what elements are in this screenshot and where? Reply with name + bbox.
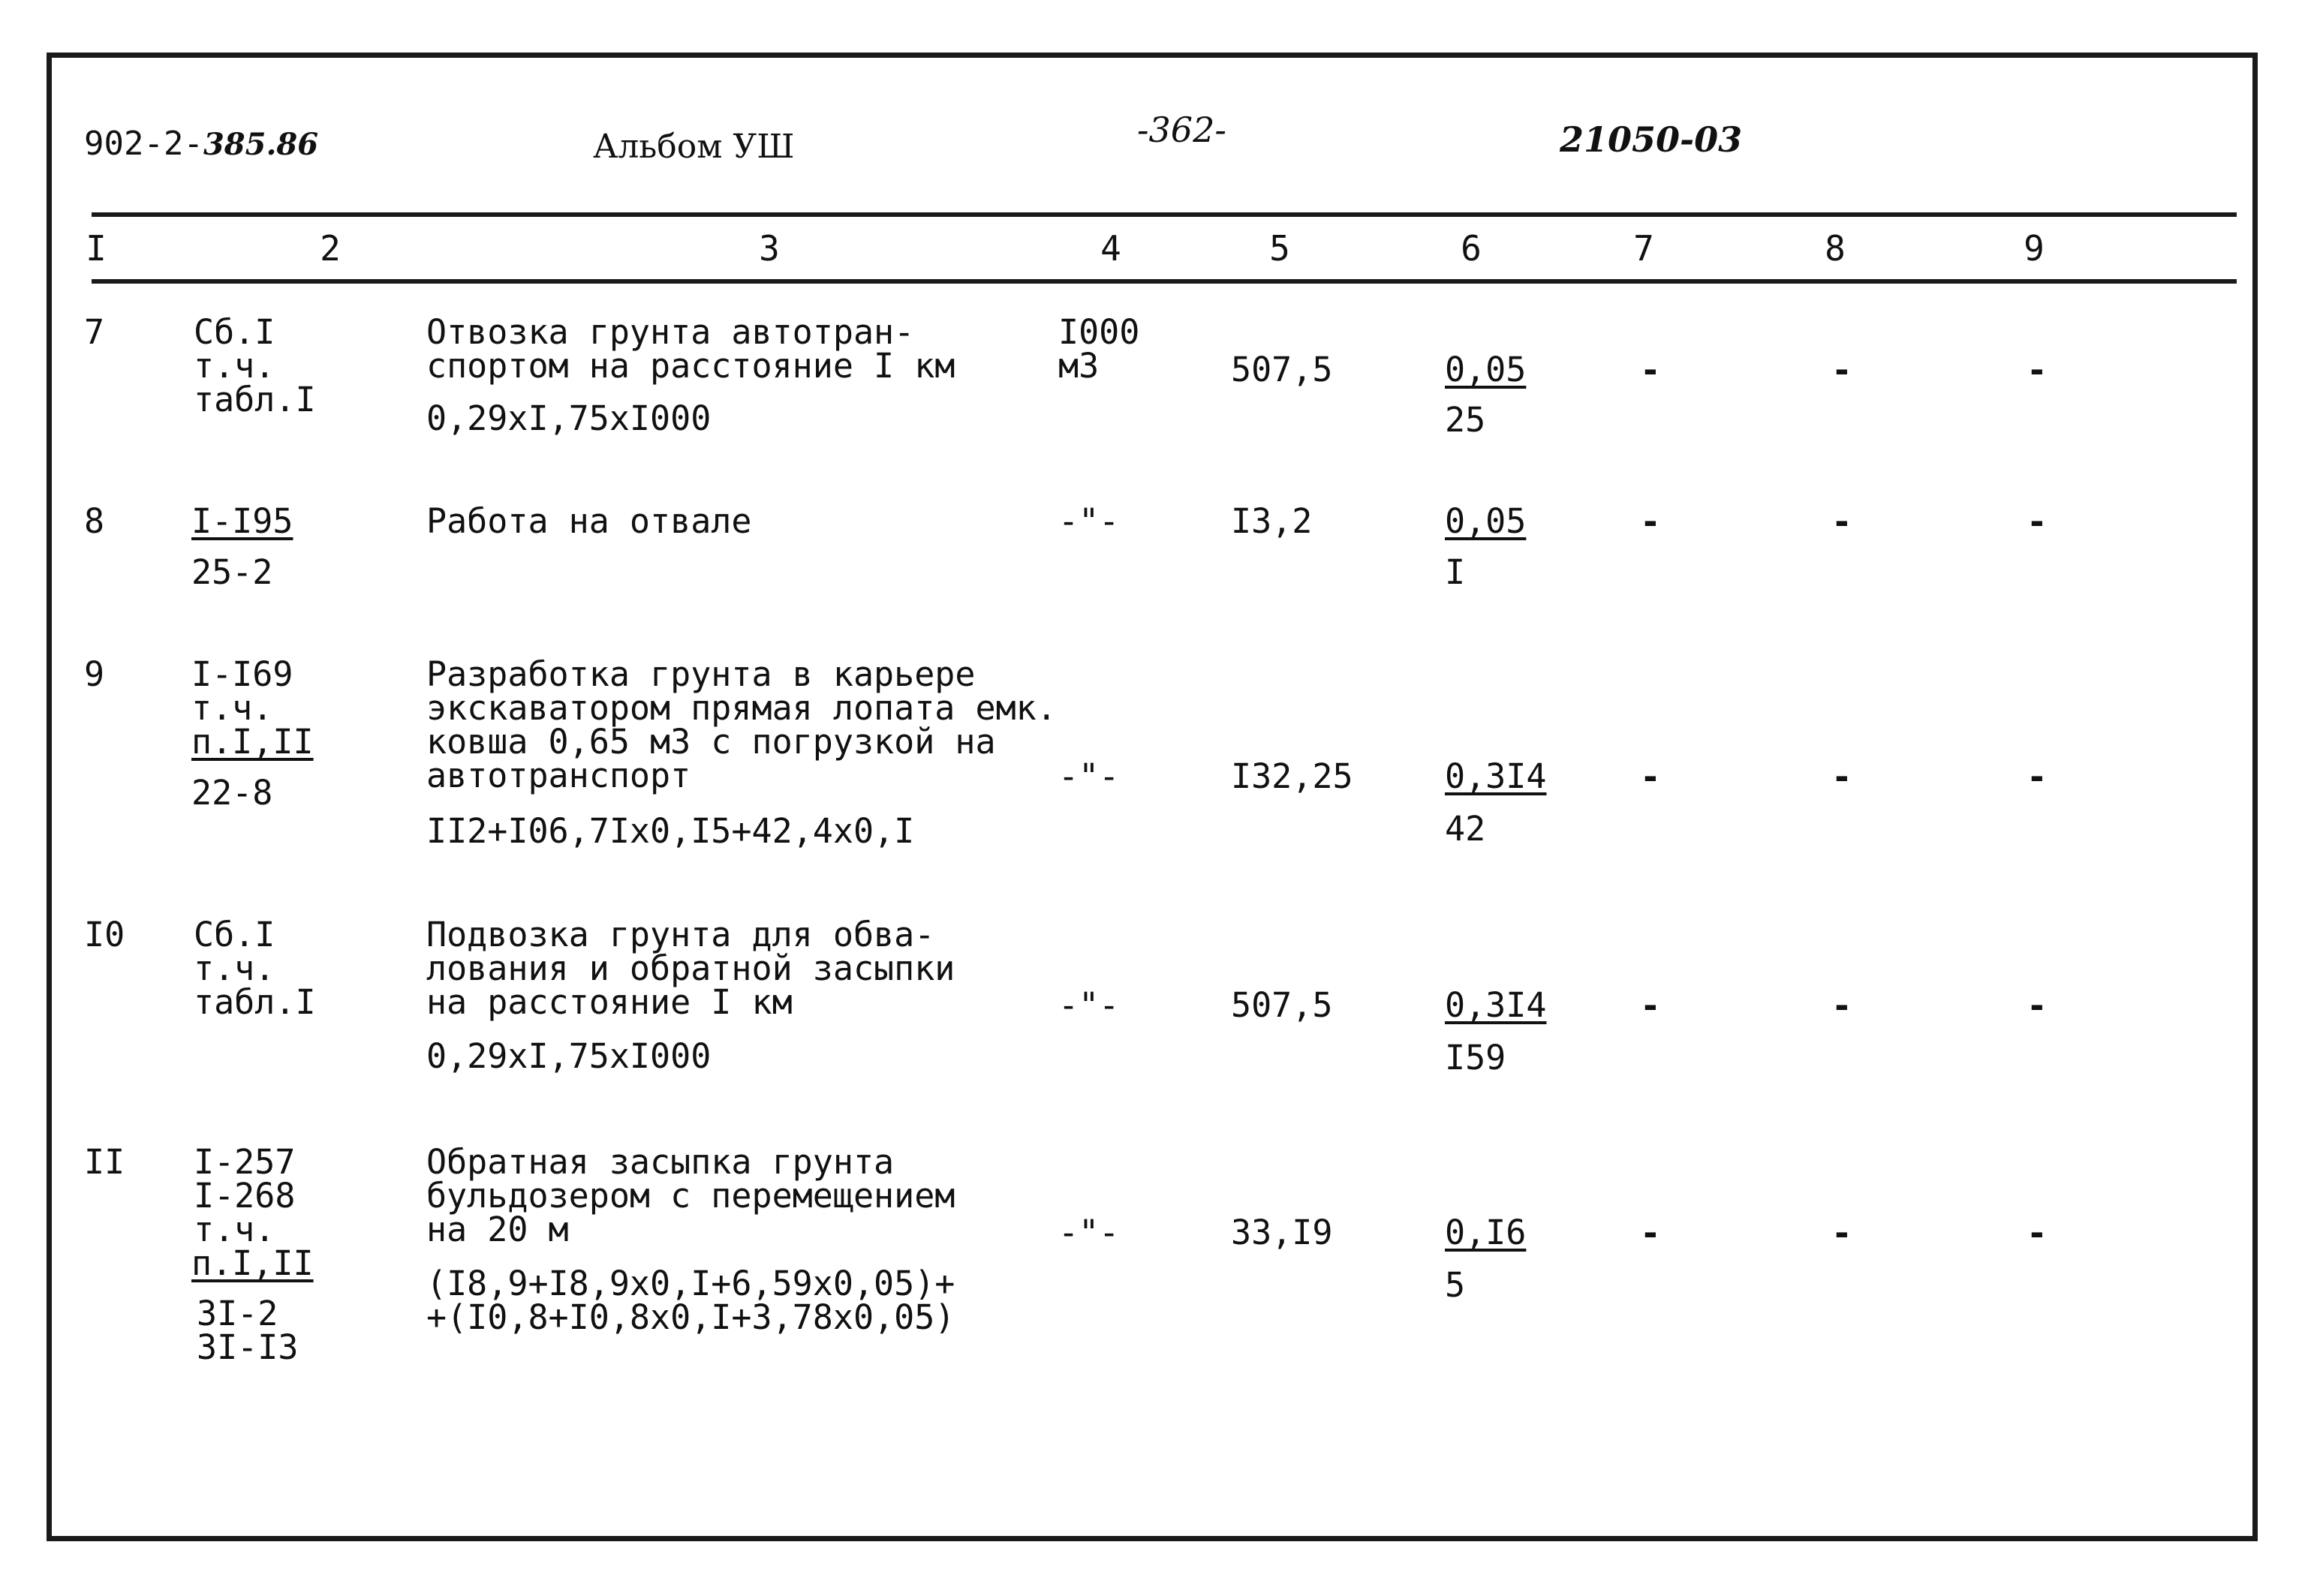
column-header-8: 8: [1825, 228, 1846, 269]
norm-reference-tail: 25-2: [191, 552, 273, 592]
column-header-9: 9: [2024, 228, 2045, 269]
row-number: I0: [84, 915, 125, 954]
col8-value: -: [1831, 756, 1852, 797]
rate-bottom: I59: [1445, 1038, 1506, 1078]
norm-reference-underlined: I-I95: [191, 501, 293, 541]
calculation-formula: (I8,9+I8,9х0,I+6,59х0,05)+ +(I0,8+I0,8х0,I+3,78х0,05): [426, 1264, 955, 1337]
norm-reference-underlined: п.I,II: [191, 722, 314, 762]
col8-value: -: [1831, 1213, 1852, 1253]
col8-value: -: [1831, 985, 1852, 1026]
header-top-rule: [92, 212, 2237, 217]
header-bottom-rule: [92, 279, 2237, 284]
quantity: 507,5: [1231, 985, 1333, 1025]
quantity: 507,5: [1231, 350, 1333, 389]
column-header-3: 3: [759, 228, 780, 269]
work-description: Обратная засыпка грунта бульдозером с перемещением на 20 м: [426, 1142, 955, 1249]
column-header-6: 6: [1461, 228, 1482, 269]
document-code-prefix: 902-2-: [84, 125, 203, 163]
norm-reference: I-I69 т.ч.: [191, 654, 293, 728]
rate-bottom: 5: [1445, 1265, 1466, 1305]
work-description: Работа на отвале: [426, 501, 752, 541]
unit: -"-: [1058, 501, 1120, 541]
col9-value: -: [2027, 985, 2048, 1026]
row-number: 8: [84, 501, 105, 541]
rate-top: 0,3I4: [1445, 756, 1547, 796]
rate-top: 0,05: [1445, 350, 1527, 389]
rate-top: 0,05: [1445, 501, 1527, 541]
work-description: Подвозка грунта для обва- лования и обратной засыпки на расстояние I км: [426, 915, 955, 1022]
project-number: 21050-03: [1560, 119, 1743, 160]
norm-reference-tail: 3I-2 3I-I3: [197, 1294, 299, 1367]
row-number: 7: [84, 312, 105, 352]
unit: I000 м3: [1058, 312, 1140, 386]
col7-value: -: [1640, 501, 1661, 542]
col7-value: -: [1640, 350, 1661, 390]
row-number: 9: [84, 654, 105, 694]
norm-reference-underlined: п.I,II: [191, 1243, 314, 1283]
rate-top: 0,I6: [1445, 1213, 1527, 1252]
col8-value: -: [1831, 350, 1852, 390]
col9-value: -: [2027, 501, 2048, 542]
row-number: II: [84, 1142, 125, 1182]
document-code-suffix: 385.86: [203, 127, 319, 162]
col7-value: -: [1640, 985, 1661, 1026]
work-description: Отвозка грунта автотран- спортом на расстояние I км: [426, 312, 955, 386]
rate-bottom: 25: [1445, 400, 1486, 440]
rate-top: 0,3I4: [1445, 985, 1547, 1025]
calculation-formula: 0,29хI,75хI000: [426, 398, 712, 438]
norm-reference: Сб.I т.ч. табл.I: [194, 312, 316, 419]
rate-bottom: 42: [1445, 809, 1486, 849]
page-number: -362-: [1137, 110, 1226, 150]
norm-reference-tail: 22-8: [191, 773, 273, 813]
norm-reference: I-257 I-268 т.ч.: [194, 1142, 296, 1249]
document-code: [84, 125, 319, 163]
unit: -"-: [1058, 985, 1120, 1025]
column-header-1: I: [86, 228, 107, 269]
quantity: I3,2: [1231, 501, 1313, 541]
calculation-formula: II2+I06,7Iх0,I5+42,4х0,I: [426, 811, 915, 851]
unit: -"-: [1058, 1213, 1120, 1252]
column-header-7: 7: [1633, 228, 1654, 269]
page-frame: [47, 53, 2258, 1541]
column-header-5: 5: [1269, 228, 1290, 269]
quantity: 33,I9: [1231, 1213, 1333, 1252]
col7-value: -: [1640, 756, 1661, 797]
col7-value: -: [1640, 1213, 1661, 1253]
column-header-4: 4: [1100, 228, 1121, 269]
unit: -"-: [1058, 756, 1120, 796]
calculation-formula: 0,29хI,75хI000: [426, 1036, 712, 1076]
col9-value: -: [2027, 1213, 2048, 1253]
column-header-2: 2: [320, 228, 341, 269]
col9-value: -: [2027, 350, 2048, 390]
quantity: I32,25: [1231, 756, 1353, 796]
work-description: Разработка грунта в карьере экскаватором прямая лопата емк. ковша 0,65 м3 с погрузкой на автотранспорт: [426, 654, 1057, 795]
album-label: Альбом УШ: [593, 128, 795, 166]
col9-value: -: [2027, 756, 2048, 797]
norm-reference: Сб.I т.ч. табл.I: [194, 915, 316, 1022]
col8-value: -: [1831, 501, 1852, 542]
rate-bottom: I: [1445, 552, 1466, 592]
